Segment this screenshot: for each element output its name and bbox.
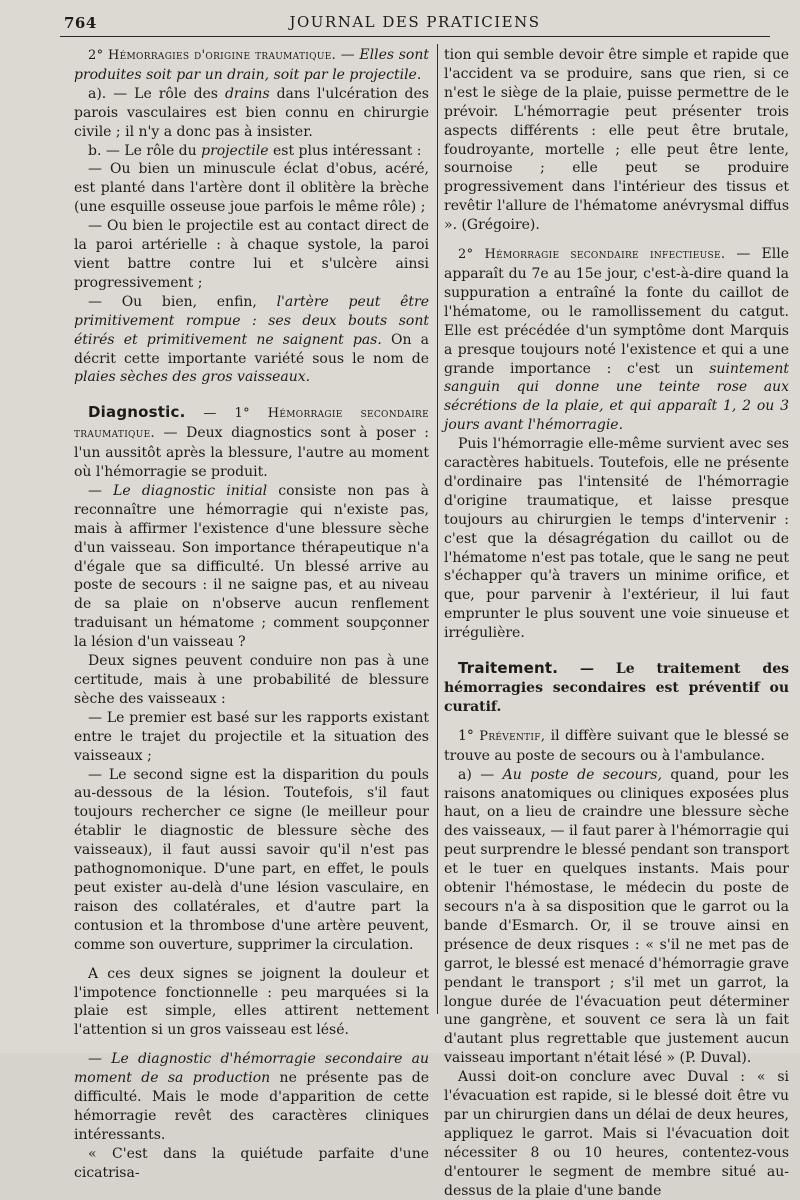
emphasis: projectile xyxy=(201,142,269,159)
paragraph xyxy=(74,142,429,161)
paragraph-text: — xyxy=(88,482,114,499)
paragraph-text: — Ou bien, enfin, xyxy=(88,293,277,310)
paragraph xyxy=(74,403,429,482)
journal-title: JOURNAL DES PRATICIENS xyxy=(289,13,541,31)
emphasis: suintement sanguin qui donne une teinte rose aux sécrétions de la plaie, et qui apparaît 1, 2 ou 3 jours avant l'hémorragie. xyxy=(444,360,789,434)
paragraph-text: est plus intéressant : xyxy=(268,142,422,159)
paragraph: Aussi doit-on conclure avec Duval : « si l'évacuation est rapide, si le blessé doit être vu par un chirurgien dans un délai de deux heures, appliquez le garrot. Mais si l'évacuation doit nécessiter 8 ou 10 heures, contentez-vous d'entourer le segment de membre situé au-dessus de la plaie d'une bande xyxy=(444,1069,789,1199)
paragraph: « C'est dans la quiétude parfaite d'une cicatrisa- xyxy=(74,1145,429,1181)
paragraph-text: — Elle apparaît du 7e au 15e jour, c'est-à-dire quand la suppuration a entraîné la fonte du caillot de l'hématome, ou le ramollissement du catgut. Elle est précédée d'un symptôme dont Marquis a presque toujours noté l'existence et qui a une grande importance : c'est un xyxy=(444,246,789,377)
paragraph-text: b. — Le rôle du xyxy=(88,142,202,159)
emphasis: drains xyxy=(224,85,270,102)
paragraph-text: — xyxy=(88,1051,112,1068)
paragraph: Deux signes peuvent conduire non pas à une certitude, mais à une probabilité de blessure sèche des vaisseaux : xyxy=(74,653,429,707)
paragraph-text: — Le rôle des xyxy=(106,85,225,102)
section-heading-diagnostic: Diagnostic. xyxy=(88,403,186,422)
paragraph xyxy=(74,46,429,85)
paragraph-text: a) — xyxy=(458,766,503,783)
paragraph-text: ne présente pas de difficulté. Mais le mode d'apparition de cette hémorragie revêt des caractères cliniques intéressants. xyxy=(74,1070,429,1143)
paragraph-text: — Elles sont produites soit par un drain, soit par le projectile. xyxy=(74,47,429,83)
paragraph-text: consiste non pas à reconnaître une hémorragie qui n'existe pas, mais à affirmer l'existence d'une blessure sèche d'un vaisseau. Son importance thérapeutique n'a d'égale que sa difficulté. Un blessé arrive au poste de secours : il ne saigne pas, et au niveau de sa plaie on n'observe aucun renflement traduisant un hématome ; comment soupçonner la lésion d'un vaisseau ? xyxy=(74,482,429,651)
paragraph xyxy=(74,482,429,652)
column-divider xyxy=(437,44,438,1014)
emphasis: l'artère peut être primitivement rompue : ses deux bouts sont étirés et primitivement ne saignent pas. xyxy=(74,293,430,348)
paragraph: — Le premier est basé sur les rapports existant entre le trajet du projectile et la situation des vaisseaux ; xyxy=(74,709,429,764)
emphasis: plaies sèches des gros vaisseaux. xyxy=(74,369,311,386)
paragraph: tion qui semble devoir être simple et rapide que l'accident va se produire, sans que rien, si ce n'est le siège de la plaie, puisse permettre de le prévoir. L'hémorragie peut présenter trois aspects différents : elle peut être brutale, foudroyante, mortelle ; elle peut être lente, sournoise ; elle peut se produire progressivement dans l'intérieur des tissus et revêtir l'allure de l'hématome anévrysmal diffus ». (Grégoire). xyxy=(444,47,789,234)
paragraph-text: 1° xyxy=(458,727,480,744)
paragraph-text: On a décrit cette importante variété sous le nom de xyxy=(74,331,429,367)
paragraph: — Ou bien un minuscule éclat d'obus, acéré, est planté dans l'artère dont il oblitère la brèche (une esquille osseuse joue parfois le même rôle) ; xyxy=(74,161,429,216)
subsection-title: Préventif, xyxy=(479,728,546,744)
paragraph-text: — Le traitement des hémorragies secondaires est préventif ou curatif. xyxy=(444,661,789,715)
subsection-title: 2° Hémorragie secondaire infectieuse. xyxy=(458,247,726,263)
paragraph xyxy=(444,727,789,766)
paragraph: — Le second signe est la disparition du pouls au-dessous de la lésion. Toutefois, s'il faut toujours rechercher ce signe (le meilleur pour établir le diagnostic de blessure sèche des vaisseaux), il faut aussi savoir qu'il n'est pas pathognomonique. D'une part, en effet, le pouls peut exister au-delà d'une lésion vasculaire, en raison des collatérales, et d'autre part la contusion et la thrombose d'une artère peuvent, comme son ouverture, supprimer la circulation. xyxy=(74,766,429,953)
paragraph-text: quand, pour les raisons anatomiques ou cliniques exposées plus haut, on a lieu de craindre une blessure sèche des vaisseaux, — il faut parer à l'hémorragie qui peut surprendre le blessé pendant son transport et le tuer en quelques instants. Mais pour obtenir l'hémostase, le médecin du poste de secours n'a à sa disposition que le garrot ou la bande d'Esmarch. Or, il se trouve ainsi en présence de deux risques : « s'il ne met pas de garrot, le blessé est menacé d'hémorragie grave pendant le transport ; s'il met un garrot, la longue durée de l'évacuation peut déterminer une gangrène, et souvent ce sera là un fait d'autant plus regrettable que justement aucun vaisseau important n'était lésé » (P. Duval). xyxy=(444,766,789,1067)
paragraph: Puis l'hémorragie elle-même survient avec ses caractères habituels. Toutefois, elle ne présente d'ordinaire pas l'intensité de l'hémorragie d'origine traumatique, et laisse presque toujours au chirurgien le temps d'intervenir : c'est que la désagrégation du caillot ou de l'hématome n'est pas totale, que le sang ne peut s'échapper qu'à travers un minime orifice, et que, pour parvenir à l'extérieur, il lui faut emprunter le plus souvent une voie sinueuse et irrégulière. xyxy=(444,436,789,642)
emphasis: Le diagnostic initial xyxy=(113,482,268,499)
paragraph-text: — Deux diagnostics sont à poser : l'un aussitôt après la blessure, l'autre au moment où l'hémorragie se produit. xyxy=(74,425,429,481)
section-heading-traitement: Traitement. xyxy=(458,659,559,678)
paragraph: — Ou bien le projectile est au contact direct de la paroi artérielle : à chaque systole, la paroi vient battre contre lui et s'ulcère ainsi progressivement ; xyxy=(74,218,429,291)
emphasis: Le diagnostic d'hémorragie secondaire au moment de sa production xyxy=(74,1051,429,1087)
paragraph: A ces deux signes se joignent la douleur et l'impotence fonctionnelle : peu marquées si la plaie est simple, elles attirent nettement l'attention si un gros vaisseau est lésé. xyxy=(74,965,429,1039)
paragraph xyxy=(444,245,789,435)
paragraph xyxy=(74,1050,429,1145)
paragraph-text: dans l'ulcération des parois vasculaires est bien connu en chirurgie civile ; il n'y a donc pas à insister. xyxy=(74,85,429,140)
page-number: 764 xyxy=(64,14,97,32)
paragraph xyxy=(74,85,429,142)
paragraph xyxy=(444,766,789,1069)
subsection-title: 2° Hémorragies d'origine traumatique. xyxy=(88,48,337,63)
emphasis: Au poste de secours, xyxy=(502,766,662,783)
item-label: a). xyxy=(88,85,107,102)
page-header xyxy=(60,10,770,37)
subsection-title: — 1° Hémorragie secondaire traumatique. xyxy=(74,406,429,442)
paragraph xyxy=(444,659,789,717)
paragraph xyxy=(74,293,429,388)
left-column xyxy=(74,46,429,1183)
right-column xyxy=(444,46,789,1200)
paragraph-text: il diffère suivant que le blessé se trouve au poste de secours ou à l'ambulance. xyxy=(444,727,789,764)
